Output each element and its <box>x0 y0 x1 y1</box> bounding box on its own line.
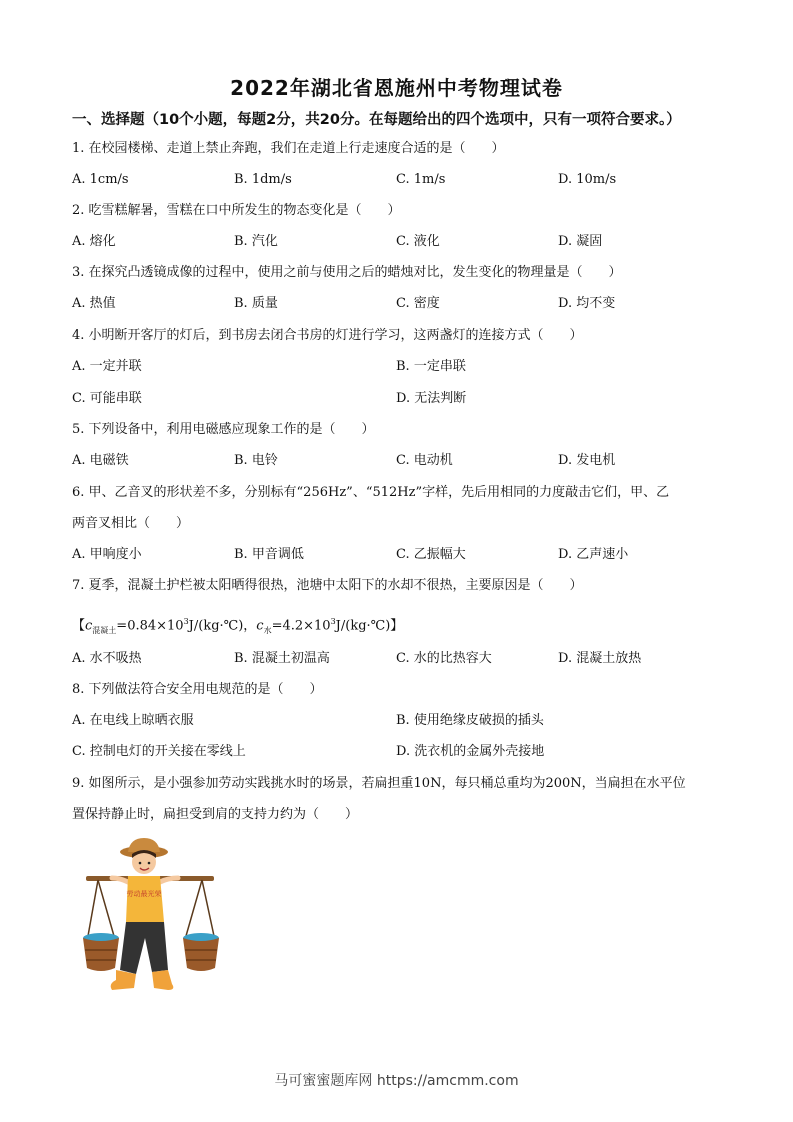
question-stem: 3. 在探究凸透镜成像的过程中，使用之前与使用之后的蜡烛对比，发生变化的物理量是（ ） <box>72 265 622 280</box>
option-d: D. 混凝土放热 <box>558 651 642 666</box>
bracket-open: 【 <box>72 618 86 634</box>
option-c: C. 1m/s <box>396 172 446 187</box>
page-title: 2022年湖北省恩施州中考物理试卷 <box>230 76 563 100</box>
question-7 <box>72 570 722 601</box>
option-a: A. 电磁铁 <box>72 453 129 468</box>
option-c: C. 可能串联 <box>72 391 142 406</box>
question-2-options <box>72 226 722 257</box>
option-a: A. 1cm/s <box>72 172 129 187</box>
option-b: B. 甲音调低 <box>234 547 304 562</box>
question-stem: 6. 甲、乙音叉的形状差不多，分别标有“256Hz”、“512Hz”字样，先后用相同的力度敲击它们，甲、乙 <box>72 485 670 500</box>
shirt-text: 劳动最光荣 <box>126 890 162 898</box>
option-d: D. 发电机 <box>558 453 616 468</box>
exponent: 3 <box>183 617 189 626</box>
subscript-water: 水 <box>263 625 272 635</box>
question-7-options <box>72 643 722 674</box>
question-stem: 7. 夏季，混凝土护栏被太阳晒得很热，池塘中太阳下的水却不很热，主要原因是（ ） <box>72 578 583 593</box>
option-d: D. 无法判断 <box>396 391 467 406</box>
question-stem: 4. 小明断开客厅的灯后，到书房去闭合书房的灯进行学习，这两盏灯的连接方式（ ） <box>72 328 583 343</box>
option-c: C. 乙振幅大 <box>396 547 466 562</box>
option-c: C. 控制电灯的开关接在零线上 <box>72 744 246 759</box>
option-d: D. 10m/s <box>558 172 617 187</box>
option-a: A. 在电线上晾晒衣服 <box>72 713 194 728</box>
option-b: B. 使用绝缘皮破损的插头 <box>396 713 544 728</box>
question-8-options <box>72 705 722 736</box>
section-heading: 一、选择题（10个小题，每题2分，共20分。在每题给出的四个选项中，只有一项符合要求。） <box>72 112 681 128</box>
option-a: A. 热值 <box>72 296 116 311</box>
question-stem: 9. 如图所示，是小强参加劳动实践挑水时的场景，若扁担重10N，每只桶总重均为200N，当扁担在水平位 <box>72 776 686 791</box>
question-6-options <box>72 539 722 570</box>
right-bucket <box>183 933 219 971</box>
specific-heat-formula <box>72 606 722 646</box>
symbol-c: c <box>256 618 264 634</box>
option-a: A. 甲响度小 <box>72 547 142 562</box>
question-stem: 2. 吃雪糕解暑，雪糕在口中所发生的物态变化是（ ） <box>72 203 401 218</box>
question-5-options <box>72 445 722 476</box>
question-6 <box>72 477 722 539</box>
water-carrier-figure <box>72 838 232 1008</box>
option-b: B. 质量 <box>234 296 278 311</box>
unit: J/(kg·℃) <box>335 618 391 634</box>
value-water: =4.2×10 <box>271 618 331 634</box>
footer-watermark: 马可蜜蜜题库网 https://amcmm.com <box>274 1073 519 1089</box>
question-3 <box>72 257 722 288</box>
bracket-close: 】 <box>390 618 404 634</box>
option-d: D. 凝固 <box>558 234 603 249</box>
option-b: B. 一定串联 <box>396 359 466 374</box>
question-8-options-row2 <box>72 736 722 767</box>
question-stem: 5. 下列设备中，利用电磁感应现象工作的是（ ） <box>72 422 375 437</box>
symbol-c: c <box>85 618 93 634</box>
question-9 <box>72 768 722 830</box>
option-a: A. 水不吸热 <box>72 651 142 666</box>
question-4-options-row2 <box>72 383 722 414</box>
option-b: B. 汽化 <box>234 234 278 249</box>
option-a: A. 熔化 <box>72 234 116 249</box>
question-1-options <box>72 164 722 195</box>
option-d: D. 洗衣机的金属外壳接地 <box>396 744 545 759</box>
question-8 <box>72 674 722 705</box>
option-b: B. 混凝土初温高 <box>234 651 330 666</box>
option-d: D. 乙声速小 <box>558 547 629 562</box>
option-b: B. 1dm/s <box>234 172 292 187</box>
question-5 <box>72 414 722 445</box>
question-stem-cont: 置保持静止时，扁担受到肩的支持力约为（ ） <box>72 807 359 822</box>
question-stem: 1. 在校园楼梯、走道上禁止奔跑，我们在走道上行走速度合适的是（ ） <box>72 141 505 156</box>
value-concrete: =0.84×10 <box>116 618 184 634</box>
option-c: C. 密度 <box>396 296 440 311</box>
left-bucket <box>83 933 119 971</box>
option-c: C. 液化 <box>396 234 440 249</box>
option-c: C. 电动机 <box>396 453 453 468</box>
exponent: 3 <box>330 617 336 626</box>
question-stem-cont: 两音叉相比（ ） <box>72 516 190 531</box>
question-4 <box>72 320 722 351</box>
question-3-options <box>72 288 722 319</box>
boy <box>111 838 178 990</box>
question-2 <box>72 195 722 226</box>
option-a: A. 一定并联 <box>72 359 142 374</box>
subscript-concrete: 混凝土 <box>92 625 117 635</box>
question-4-options <box>72 351 722 382</box>
question-stem: 8. 下列做法符合安全用电规范的是（ ） <box>72 682 323 697</box>
question-1 <box>72 133 722 164</box>
boy-carrying-buckets-illustration <box>72 838 232 1008</box>
unit: J/(kg·℃)， <box>188 618 257 634</box>
option-b: B. 电铃 <box>234 453 278 468</box>
option-c: C. 水的比热容大 <box>396 651 492 666</box>
option-d: D. 均不变 <box>558 296 616 311</box>
